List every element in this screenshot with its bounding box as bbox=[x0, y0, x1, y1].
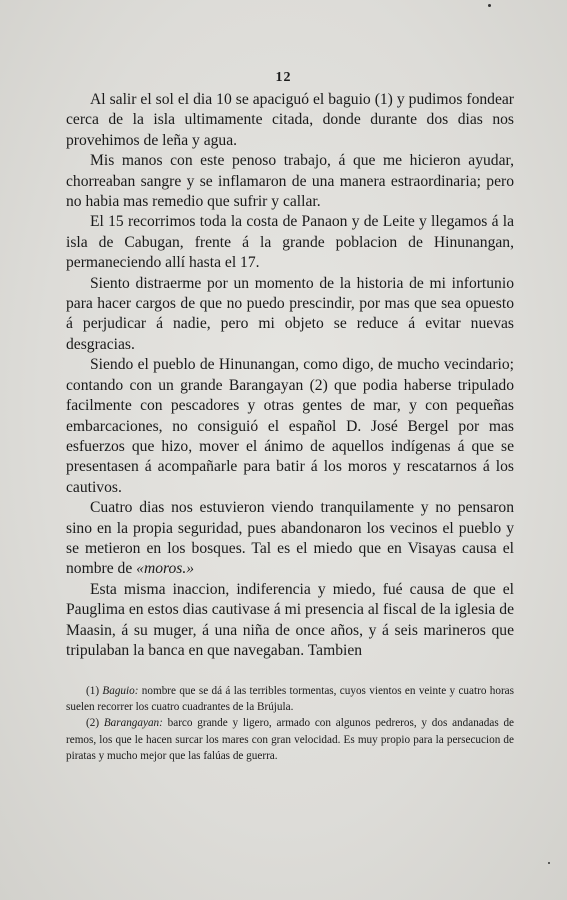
paragraph-6 bbox=[66, 498, 514, 580]
footnote-1-mark: (1) bbox=[86, 685, 100, 697]
footnote-2 bbox=[66, 715, 514, 764]
footnote-2-text: barco grande y ligero, armado con algunos pedreros, y dos andanadas de remos, los que le hacen surcar los mares con gran velocidad. Es muy propio para la persecucion de piratas y mucho mejor que las falúas de guerra. bbox=[66, 717, 515, 762]
paper-speck bbox=[488, 4, 491, 7]
main-text bbox=[66, 90, 514, 661]
footnote-1 bbox=[66, 683, 514, 715]
paragraph-4: Siento distraerme por un momento de la historia de mi infortunio para hacer cargos de que no puedo prescindir, por mas que sea opuesto á perjudicar á nadie, pero mi objeto se reduce á evitar nuevas desgracias. bbox=[66, 274, 514, 353]
paper-speck bbox=[548, 862, 550, 864]
paragraph-1: Al salir el sol el dia 10 se apaciguó el baguio (1) y pudimos fondear cerca de la isla ultimamente citada, donde durante dos dias nos provehimos de leña y agua. bbox=[66, 91, 514, 149]
paragraph-5: Siendo el pueblo de Hinunangan, como digo, de mucho vecindario; contando con un grande Barangayan (2) que podia haberse tripulado facilmente con pescadores y otras gentes de mar, y con pequeñas embarcaciones, no consiguió el español D. José Bergel por mas esfuerzos que hizo, mover el ánimo de aquellos indígenas á que se presentasen á acompañarle para batir á los moros y rescatarnos á los cautivos. bbox=[66, 356, 514, 496]
footnotes bbox=[66, 683, 514, 764]
paragraph-3: El 15 recorrimos toda la costa de Panaon y de Leite y llegamos á la isla de Cabugan, frente á la grande poblacion de Hinunangan, permaneciendo allí hasta el 17. bbox=[66, 213, 514, 272]
paragraph-7: Esta misma inaccion, indiferencia y miedo, fué causa de que el Pauglima en estos dias cautivase á mi presencia al fiscal de la iglesia de Maasin, á su muger, á una niña de once años, y á seis marineros que tripulaban la banca en que navegaban. Tambien bbox=[66, 580, 514, 659]
footnote-1-text: nombre que se dá á las terribles tormentas, cuyos vientos en veinte y cuatro horas suelen recorrer los cuatro cuadrantes de la Brújula. bbox=[66, 685, 514, 714]
footnote-1-term: Baguio: bbox=[102, 685, 139, 697]
page-number: 12 bbox=[275, 70, 292, 85]
footnote-2-term: Barangayan: bbox=[103, 717, 163, 730]
footnote-2-mark: (2) bbox=[86, 717, 100, 730]
paragraph-2: Mis manos con este penoso trabajo, á que me hicieron ayudar, chorreaban sangre y se inflamaron de una manera estraordinaria; pero no habia mas remedio que sufrir y callar. bbox=[66, 152, 514, 211]
paragraph-6-text: Cuatro dias nos estuvieron viendo tranquilamente y no pensaron sino en la propia seguridad, pues abandonaron los vecinos el pueblo y se metieron en los bosques. Tal es el miedo que en Visayas causa el nombre de bbox=[66, 499, 514, 578]
emphasis-moros: «moros.» bbox=[136, 560, 195, 578]
